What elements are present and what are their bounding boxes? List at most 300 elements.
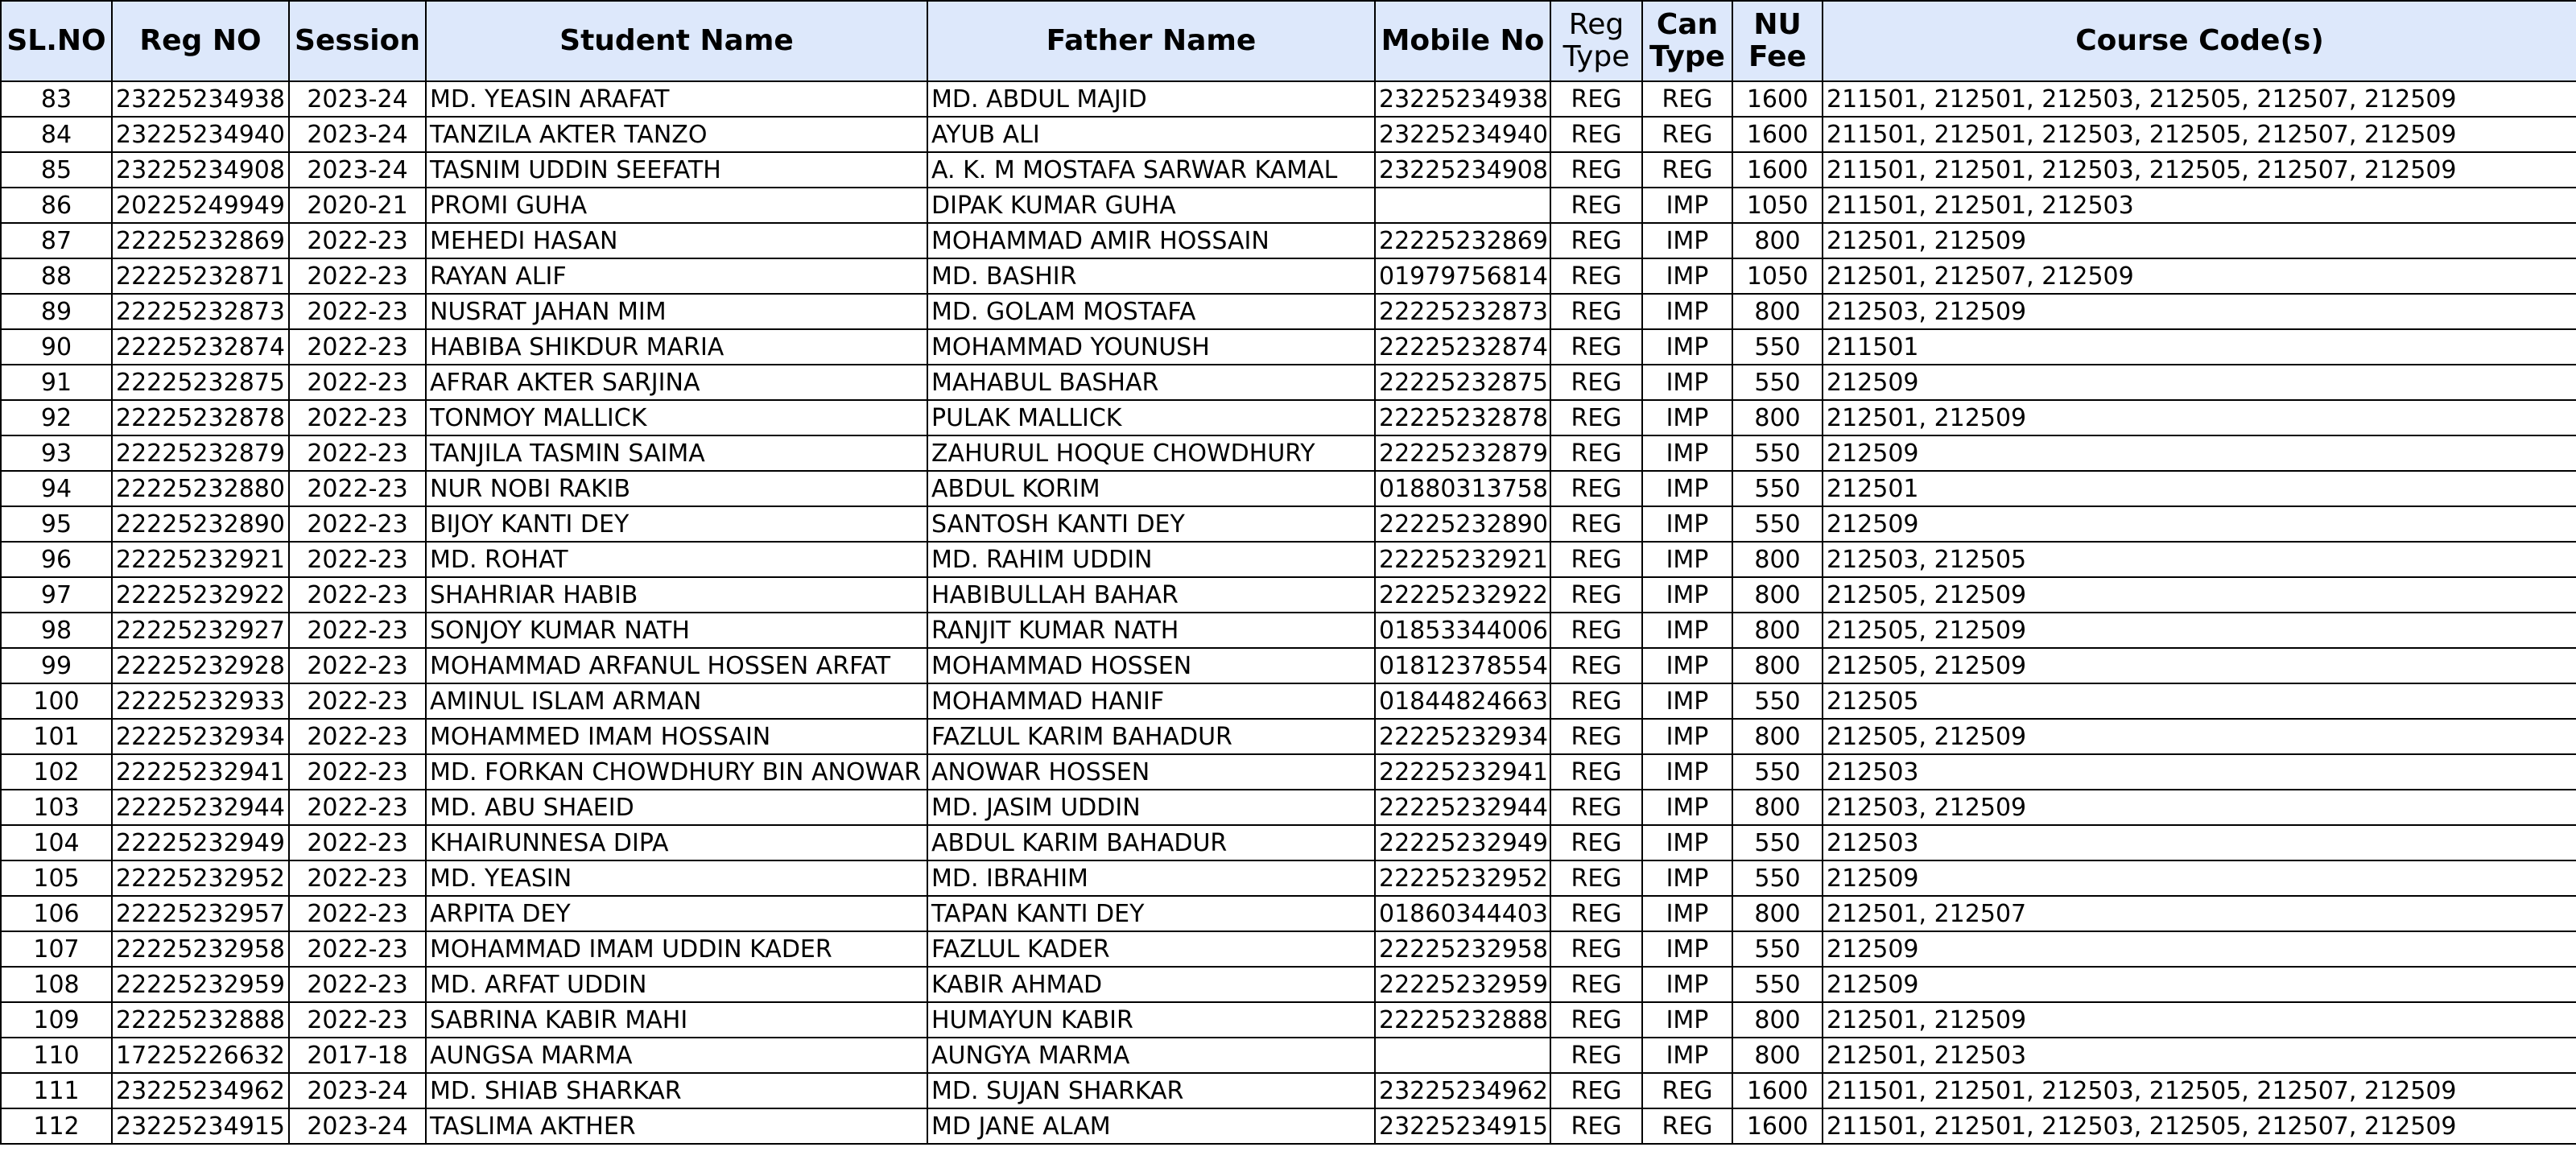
cell-cantype: IMP <box>1642 896 1732 931</box>
cell-sl: 93 <box>1 435 112 471</box>
cell-regtype: REG <box>1550 152 1642 188</box>
cell-regtype: REG <box>1550 329 1642 365</box>
cell-reg: 22225232921 <box>112 542 289 577</box>
cell-courses: 211501, 212501, 212503, 212505, 212507, 212509 <box>1823 1108 2576 1144</box>
cell-regtype: REG <box>1550 825 1642 860</box>
table-row <box>1 223 2576 258</box>
column-header-student <box>426 1 927 81</box>
cell-fee: 800 <box>1732 648 1823 683</box>
cell-father: FAZLUL KADER <box>927 931 1375 967</box>
cell-courses: 212505 <box>1823 683 2576 719</box>
cell-mobile: 01812378554 <box>1375 648 1550 683</box>
cell-sl: 88 <box>1 258 112 294</box>
cell-father: HABIBULLAH BAHAR <box>927 577 1375 613</box>
cell-sl: 103 <box>1 790 112 825</box>
column-header-reg <box>112 1 289 81</box>
cell-student: HABIBA SHIKDUR MARIA <box>426 329 927 365</box>
cell-fee: 550 <box>1732 825 1823 860</box>
table-row <box>1 719 2576 754</box>
cell-student: NUSRAT JAHAN MIM <box>426 294 927 329</box>
cell-reg: 23225234940 <box>112 117 289 152</box>
table-row <box>1 117 2576 152</box>
cell-student: KHAIRUNNESA DIPA <box>426 825 927 860</box>
cell-cantype: IMP <box>1642 719 1732 754</box>
column-header-sl <box>1 1 112 81</box>
cell-sl: 98 <box>1 613 112 648</box>
cell-session: 2022-23 <box>289 258 426 294</box>
cell-session: 2022-23 <box>289 613 426 648</box>
cell-fee: 550 <box>1732 931 1823 967</box>
cell-session: 2022-23 <box>289 648 426 683</box>
cell-courses: 212501, 212503 <box>1823 1038 2576 1073</box>
cell-sl: 96 <box>1 542 112 577</box>
cell-father: PULAK MALLICK <box>927 400 1375 435</box>
cell-fee: 1050 <box>1732 258 1823 294</box>
column-header-cantype <box>1642 1 1732 81</box>
cell-regtype: REG <box>1550 967 1642 1002</box>
table-header <box>1 1 2576 81</box>
table-row <box>1 1038 2576 1073</box>
cell-reg: 22225232888 <box>112 1002 289 1038</box>
cell-mobile: 22225232878 <box>1375 400 1550 435</box>
cell-father: A. K. M MOSTAFA SARWAR KAMAL <box>927 152 1375 188</box>
cell-cantype: IMP <box>1642 188 1732 223</box>
cell-mobile: 23225234938 <box>1375 81 1550 117</box>
cell-student: TASNIM UDDIN SEEFATH <box>426 152 927 188</box>
table-row <box>1 931 2576 967</box>
cell-reg: 22225232871 <box>112 258 289 294</box>
cell-fee: 1050 <box>1732 188 1823 223</box>
table-row <box>1 613 2576 648</box>
cell-session: 2020-21 <box>289 188 426 223</box>
column-header-label: Student Name <box>559 24 794 58</box>
table-row <box>1 471 2576 506</box>
table-row <box>1 188 2576 223</box>
table-row <box>1 1002 2576 1038</box>
cell-father: HUMAYUN KABIR <box>927 1002 1375 1038</box>
cell-sl: 110 <box>1 1038 112 1073</box>
cell-fee: 550 <box>1732 506 1823 542</box>
cell-student: BIJOY KANTI DEY <box>426 506 927 542</box>
cell-student: MD. ARFAT UDDIN <box>426 967 927 1002</box>
cell-regtype: REG <box>1550 365 1642 400</box>
cell-fee: 550 <box>1732 471 1823 506</box>
cell-sl: 107 <box>1 931 112 967</box>
cell-session: 2022-23 <box>289 719 426 754</box>
table-row <box>1 435 2576 471</box>
cell-mobile: 22225232949 <box>1375 825 1550 860</box>
header-row <box>1 1 2576 81</box>
cell-mobile: 22225232952 <box>1375 860 1550 896</box>
cell-cantype: IMP <box>1642 825 1732 860</box>
cell-regtype: REG <box>1550 1038 1642 1073</box>
cell-cantype: REG <box>1642 117 1732 152</box>
cell-father: ABDUL KARIM BAHADUR <box>927 825 1375 860</box>
cell-mobile: 23225234908 <box>1375 152 1550 188</box>
cell-session: 2022-23 <box>289 577 426 613</box>
cell-regtype: REG <box>1550 1108 1642 1144</box>
cell-regtype: REG <box>1550 648 1642 683</box>
cell-courses: 212501, 212507, 212509 <box>1823 258 2576 294</box>
column-header-label: Can <box>1656 8 1719 42</box>
cell-courses: 212505, 212509 <box>1823 613 2576 648</box>
cell-student: MD. ABU SHAEID <box>426 790 927 825</box>
cell-sl: 86 <box>1 188 112 223</box>
cell-sl: 109 <box>1 1002 112 1038</box>
cell-reg: 22225232875 <box>112 365 289 400</box>
cell-cantype: IMP <box>1642 542 1732 577</box>
cell-courses: 212501 <box>1823 471 2576 506</box>
cell-reg: 22225232952 <box>112 860 289 896</box>
cell-courses: 212509 <box>1823 506 2576 542</box>
cell-courses: 212503 <box>1823 825 2576 860</box>
column-header-session <box>289 1 426 81</box>
cell-fee: 550 <box>1732 365 1823 400</box>
table-body <box>1 81 2576 1144</box>
cell-regtype: REG <box>1550 400 1642 435</box>
cell-session: 2022-23 <box>289 931 426 967</box>
cell-sl: 101 <box>1 719 112 754</box>
cell-session: 2022-23 <box>289 294 426 329</box>
column-header-label: Father Name <box>1046 24 1257 58</box>
cell-courses: 211501 <box>1823 329 2576 365</box>
cell-courses: 212503, 212509 <box>1823 294 2576 329</box>
cell-regtype: REG <box>1550 613 1642 648</box>
cell-courses: 212509 <box>1823 435 2576 471</box>
cell-cantype: REG <box>1642 1073 1732 1108</box>
cell-session: 2022-23 <box>289 683 426 719</box>
cell-session: 2022-23 <box>289 825 426 860</box>
cell-session: 2022-23 <box>289 1002 426 1038</box>
cell-cantype: REG <box>1642 81 1732 117</box>
table-row <box>1 577 2576 613</box>
cell-courses: 211501, 212501, 212503, 212505, 212507, 212509 <box>1823 117 2576 152</box>
cell-regtype: REG <box>1550 1073 1642 1108</box>
cell-fee: 550 <box>1732 754 1823 790</box>
cell-father: KABIR AHMAD <box>927 967 1375 1002</box>
cell-cantype: IMP <box>1642 683 1732 719</box>
cell-sl: 92 <box>1 400 112 435</box>
cell-courses: 212509 <box>1823 931 2576 967</box>
cell-father: MD. RAHIM UDDIN <box>927 542 1375 577</box>
table-row <box>1 329 2576 365</box>
cell-session: 2017-18 <box>289 1038 426 1073</box>
cell-reg: 22225232959 <box>112 967 289 1002</box>
cell-sl: 111 <box>1 1073 112 1108</box>
column-header-label: Reg <box>1568 8 1624 42</box>
cell-courses: 212509 <box>1823 860 2576 896</box>
cell-session: 2022-23 <box>289 329 426 365</box>
cell-cantype: IMP <box>1642 860 1732 896</box>
cell-courses: 212503, 212509 <box>1823 790 2576 825</box>
cell-courses: 212505, 212509 <box>1823 719 2576 754</box>
cell-student: SHAHRIAR HABIB <box>426 577 927 613</box>
cell-student: MD. YEASIN ARAFAT <box>426 81 927 117</box>
cell-mobile: 01853344006 <box>1375 613 1550 648</box>
cell-cantype: IMP <box>1642 790 1732 825</box>
cell-student: AMINUL ISLAM ARMAN <box>426 683 927 719</box>
cell-cantype: REG <box>1642 152 1732 188</box>
cell-fee: 550 <box>1732 683 1823 719</box>
cell-father: DIPAK KUMAR GUHA <box>927 188 1375 223</box>
cell-student: SABRINA KABIR MAHI <box>426 1002 927 1038</box>
cell-mobile: 01880313758 <box>1375 471 1550 506</box>
column-header-label: Reg NO <box>139 24 262 58</box>
cell-regtype: REG <box>1550 188 1642 223</box>
cell-courses: 212509 <box>1823 967 2576 1002</box>
cell-session: 2022-23 <box>289 542 426 577</box>
cell-regtype: REG <box>1550 506 1642 542</box>
cell-sl: 90 <box>1 329 112 365</box>
cell-mobile <box>1375 188 1550 223</box>
cell-session: 2023-24 <box>289 1108 426 1144</box>
cell-sl: 108 <box>1 967 112 1002</box>
cell-student: MOHAMMED IMAM HOSSAIN <box>426 719 927 754</box>
cell-father: TAPAN KANTI DEY <box>927 896 1375 931</box>
cell-reg: 23225234938 <box>112 81 289 117</box>
cell-session: 2022-23 <box>289 435 426 471</box>
table-row <box>1 825 2576 860</box>
cell-student: MD. ROHAT <box>426 542 927 577</box>
cell-student: MEHEDI HASAN <box>426 223 927 258</box>
cell-regtype: REG <box>1550 117 1642 152</box>
cell-courses: 212501, 212507 <box>1823 896 2576 931</box>
cell-student: TANJILA TASMIN SAIMA <box>426 435 927 471</box>
cell-cantype: IMP <box>1642 435 1732 471</box>
cell-session: 2023-24 <box>289 117 426 152</box>
cell-cantype: IMP <box>1642 329 1732 365</box>
cell-courses: 211501, 212501, 212503, 212505, 212507, 212509 <box>1823 81 2576 117</box>
cell-student: MD. FORKAN CHOWDHURY BIN ANOWAR <box>426 754 927 790</box>
cell-mobile: 01979756814 <box>1375 258 1550 294</box>
cell-regtype: REG <box>1550 790 1642 825</box>
table-row <box>1 81 2576 117</box>
cell-reg: 22225232873 <box>112 294 289 329</box>
cell-fee: 1600 <box>1732 152 1823 188</box>
column-header-mobile <box>1375 1 1550 81</box>
column-header-courses <box>1823 1 2576 81</box>
cell-sl: 84 <box>1 117 112 152</box>
column-header-father <box>927 1 1375 81</box>
cell-session: 2022-23 <box>289 896 426 931</box>
cell-father: AYUB ALI <box>927 117 1375 152</box>
table-row <box>1 1108 2576 1144</box>
table-row <box>1 1073 2576 1108</box>
cell-mobile: 23225234962 <box>1375 1073 1550 1108</box>
cell-fee: 1600 <box>1732 81 1823 117</box>
cell-father: MD. IBRAHIM <box>927 860 1375 896</box>
cell-regtype: REG <box>1550 896 1642 931</box>
table-row <box>1 790 2576 825</box>
cell-student: AUNGSA MARMA <box>426 1038 927 1073</box>
column-header-label: Type <box>1649 40 1725 73</box>
cell-fee: 1600 <box>1732 117 1823 152</box>
cell-father: RANJIT KUMAR NATH <box>927 613 1375 648</box>
cell-reg: 22225232933 <box>112 683 289 719</box>
cell-courses: 211501, 212501, 212503 <box>1823 188 2576 223</box>
table-row <box>1 896 2576 931</box>
table-row <box>1 754 2576 790</box>
cell-fee: 800 <box>1732 577 1823 613</box>
table-row <box>1 542 2576 577</box>
cell-mobile: 01860344403 <box>1375 896 1550 931</box>
cell-student: MOHAMMAD ARFANUL HOSSEN ARFAT <box>426 648 927 683</box>
cell-father: AUNGYA MARMA <box>927 1038 1375 1073</box>
cell-father: MAHABUL BASHAR <box>927 365 1375 400</box>
cell-reg: 22225232928 <box>112 648 289 683</box>
cell-sl: 89 <box>1 294 112 329</box>
cell-regtype: REG <box>1550 471 1642 506</box>
cell-sl: 105 <box>1 860 112 896</box>
column-header-label: Session <box>295 24 420 58</box>
cell-session: 2022-23 <box>289 223 426 258</box>
cell-student: TONMOY MALLICK <box>426 400 927 435</box>
cell-regtype: REG <box>1550 1002 1642 1038</box>
cell-mobile: 22225232958 <box>1375 931 1550 967</box>
cell-sl: 106 <box>1 896 112 931</box>
cell-fee: 800 <box>1732 719 1823 754</box>
cell-reg: 22225232880 <box>112 471 289 506</box>
cell-father: MD. SUJAN SHARKAR <box>927 1073 1375 1108</box>
cell-mobile: 23225234915 <box>1375 1108 1550 1144</box>
cell-mobile: 22225232874 <box>1375 329 1550 365</box>
cell-father: MOHAMMAD YOUNUSH <box>927 329 1375 365</box>
cell-student: RAYAN ALIF <box>426 258 927 294</box>
cell-sl: 99 <box>1 648 112 683</box>
cell-reg: 22225232949 <box>112 825 289 860</box>
cell-sl: 97 <box>1 577 112 613</box>
cell-father: MOHAMMAD AMIR HOSSAIN <box>927 223 1375 258</box>
cell-student: MD. YEASIN <box>426 860 927 896</box>
cell-regtype: REG <box>1550 258 1642 294</box>
cell-session: 2022-23 <box>289 967 426 1002</box>
cell-father: ZAHURUL HOQUE CHOWDHURY <box>927 435 1375 471</box>
cell-session: 2022-23 <box>289 860 426 896</box>
cell-cantype: IMP <box>1642 1002 1732 1038</box>
cell-session: 2023-24 <box>289 1073 426 1108</box>
cell-fee: 1600 <box>1732 1108 1823 1144</box>
cell-fee: 800 <box>1732 223 1823 258</box>
cell-cantype: IMP <box>1642 577 1732 613</box>
cell-father: FAZLUL KARIM BAHADUR <box>927 719 1375 754</box>
cell-session: 2022-23 <box>289 754 426 790</box>
column-header-label: Mobile No <box>1381 24 1545 58</box>
cell-sl: 104 <box>1 825 112 860</box>
cell-fee: 550 <box>1732 329 1823 365</box>
cell-cantype: IMP <box>1642 754 1732 790</box>
cell-sl: 94 <box>1 471 112 506</box>
table-row <box>1 860 2576 896</box>
cell-regtype: REG <box>1550 860 1642 896</box>
cell-courses: 212501, 212509 <box>1823 1002 2576 1038</box>
cell-fee: 550 <box>1732 435 1823 471</box>
cell-mobile: 22225232921 <box>1375 542 1550 577</box>
table-row <box>1 258 2576 294</box>
cell-reg: 17225226632 <box>112 1038 289 1073</box>
cell-regtype: REG <box>1550 719 1642 754</box>
column-header-fee <box>1732 1 1823 81</box>
cell-fee: 550 <box>1732 860 1823 896</box>
cell-reg: 22225232944 <box>112 790 289 825</box>
cell-mobile: 22225232888 <box>1375 1002 1550 1038</box>
cell-session: 2022-23 <box>289 400 426 435</box>
cell-sl: 112 <box>1 1108 112 1144</box>
cell-mobile: 22225232941 <box>1375 754 1550 790</box>
cell-father: ABDUL KORIM <box>927 471 1375 506</box>
cell-fee: 800 <box>1732 400 1823 435</box>
cell-reg: 22225232934 <box>112 719 289 754</box>
cell-reg: 22225232957 <box>112 896 289 931</box>
cell-cantype: IMP <box>1642 365 1732 400</box>
cell-mobile <box>1375 1038 1550 1073</box>
cell-courses: 212505, 212509 <box>1823 648 2576 683</box>
cell-cantype: IMP <box>1642 648 1732 683</box>
cell-cantype: IMP <box>1642 294 1732 329</box>
cell-student: TASLIMA AKTHER <box>426 1108 927 1144</box>
cell-fee: 800 <box>1732 790 1823 825</box>
cell-reg: 20225249949 <box>112 188 289 223</box>
cell-mobile: 22225232959 <box>1375 967 1550 1002</box>
cell-cantype: IMP <box>1642 506 1732 542</box>
cell-reg: 23225234915 <box>112 1108 289 1144</box>
cell-student: NUR NOBI RAKIB <box>426 471 927 506</box>
cell-session: 2022-23 <box>289 506 426 542</box>
cell-regtype: REG <box>1550 435 1642 471</box>
cell-cantype: IMP <box>1642 931 1732 967</box>
table-row <box>1 400 2576 435</box>
cell-reg: 22225232890 <box>112 506 289 542</box>
column-header-label: NU <box>1753 8 1802 42</box>
cell-cantype: IMP <box>1642 613 1732 648</box>
cell-reg: 22225232922 <box>112 577 289 613</box>
cell-reg: 22225232879 <box>112 435 289 471</box>
cell-reg: 22225232869 <box>112 223 289 258</box>
cell-sl: 102 <box>1 754 112 790</box>
cell-reg: 22225232874 <box>112 329 289 365</box>
table-row <box>1 365 2576 400</box>
cell-mobile: 22225232869 <box>1375 223 1550 258</box>
cell-reg: 22225232878 <box>112 400 289 435</box>
cell-cantype: IMP <box>1642 471 1732 506</box>
cell-courses: 212503 <box>1823 754 2576 790</box>
cell-cantype: IMP <box>1642 223 1732 258</box>
cell-regtype: REG <box>1550 931 1642 967</box>
column-header-label: SL.NO <box>6 24 106 58</box>
cell-fee: 550 <box>1732 967 1823 1002</box>
cell-father: MOHAMMAD HANIF <box>927 683 1375 719</box>
cell-reg: 23225234962 <box>112 1073 289 1108</box>
table-row <box>1 648 2576 683</box>
cell-student: TANZILA AKTER TANZO <box>426 117 927 152</box>
cell-student: AFRAR AKTER SARJINA <box>426 365 927 400</box>
cell-cantype: REG <box>1642 1108 1732 1144</box>
cell-fee: 800 <box>1732 1002 1823 1038</box>
cell-sl: 87 <box>1 223 112 258</box>
cell-mobile: 22225232890 <box>1375 506 1550 542</box>
cell-reg: 22225232941 <box>112 754 289 790</box>
column-header-label: Course Code(s) <box>2075 24 2324 58</box>
cell-sl: 100 <box>1 683 112 719</box>
cell-father: MOHAMMAD HOSSEN <box>927 648 1375 683</box>
cell-courses: 211501, 212501, 212503, 212505, 212507, 212509 <box>1823 1073 2576 1108</box>
cell-regtype: REG <box>1550 223 1642 258</box>
cell-session: 2023-24 <box>289 152 426 188</box>
cell-student: SONJOY KUMAR NATH <box>426 613 927 648</box>
cell-reg: 22225232927 <box>112 613 289 648</box>
cell-session: 2022-23 <box>289 790 426 825</box>
cell-mobile: 22225232922 <box>1375 577 1550 613</box>
cell-father: MD. JASIM UDDIN <box>927 790 1375 825</box>
